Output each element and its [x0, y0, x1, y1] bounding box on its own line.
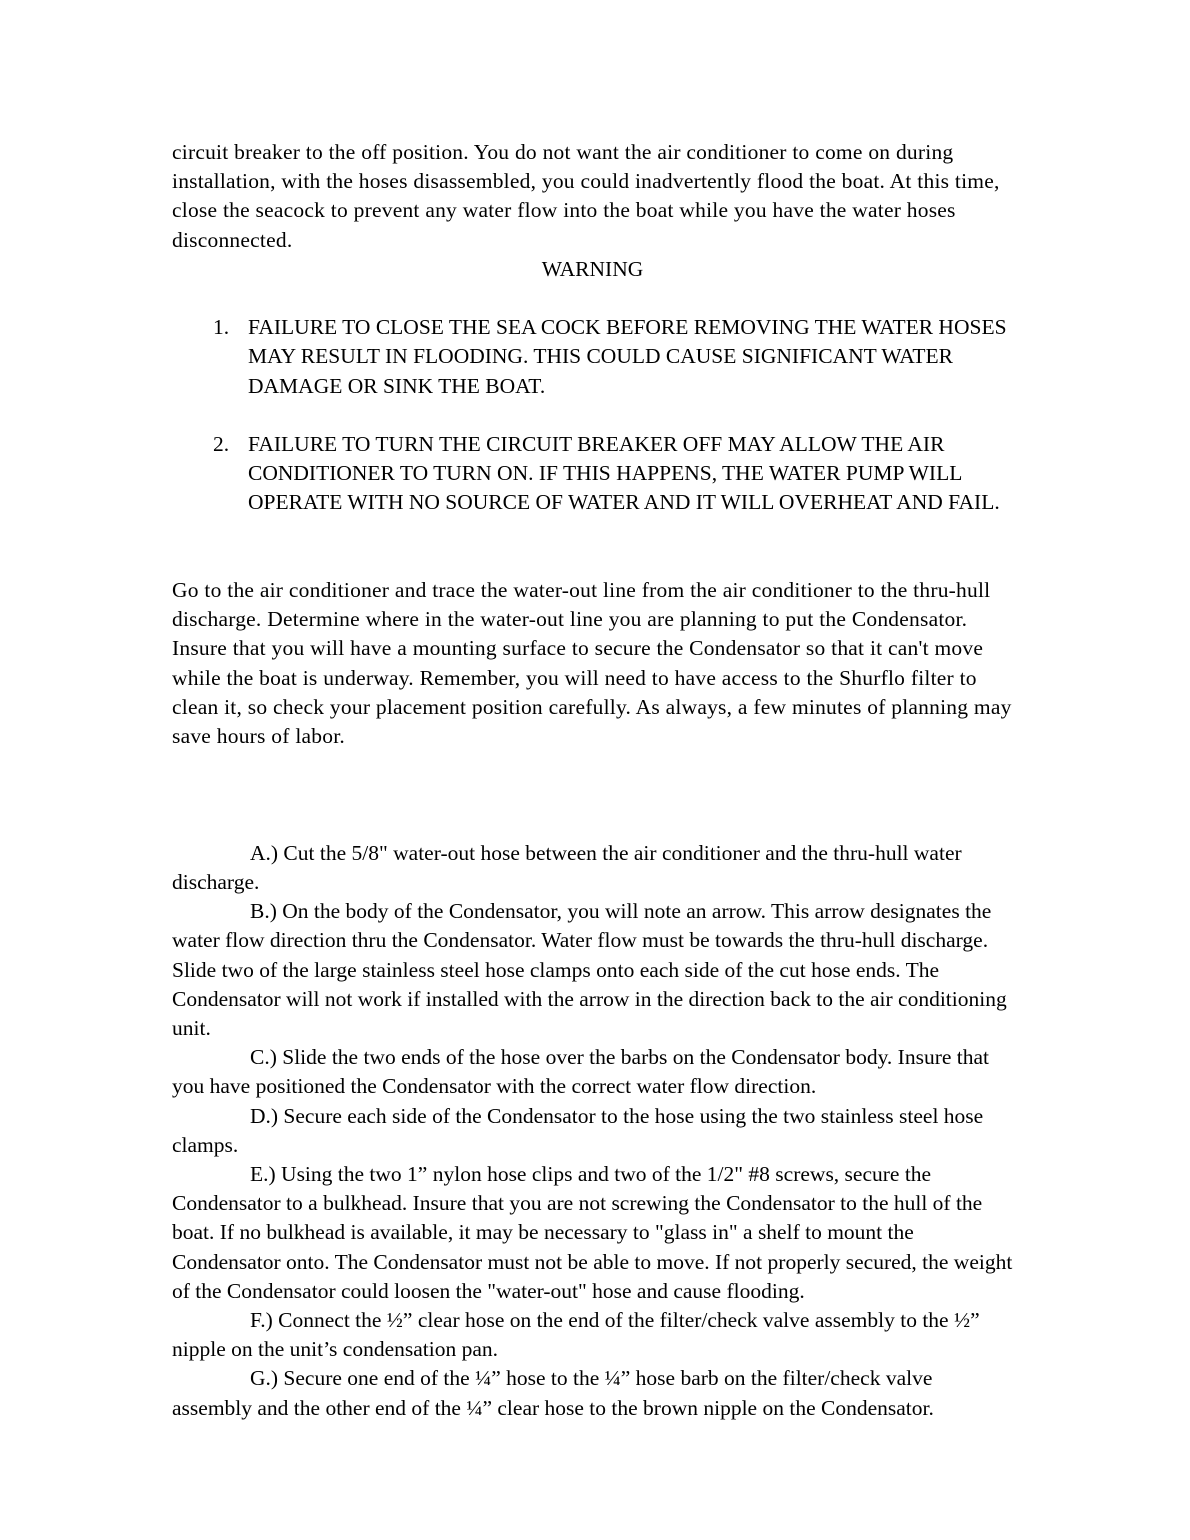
warning-item-number: 1.	[213, 315, 230, 340]
spacer-after-warning-list	[172, 518, 1017, 576]
step-paragraph-a: A.) Cut the 5/8" water-out hose between the air conditioner and the thru-hull water discharge.	[172, 840, 962, 895]
step-paragraph-b: B.) On the body of the Condensator, you will note an arrow. This arrow designates the water flow direction thru the Condensator. Water flow must be towards the thru-hull discharge. Slide two of the large stainless steel hose clamps onto each side of the cut hose ends. The Condensator will not work if installed with the arrow in the direction back to the air conditioning unit.	[172, 899, 1007, 1041]
step-paragraph-d: D.) Secure each side of the Condensator to the hose using the two stainless steel hose clamps.	[172, 1103, 984, 1157]
warning-item-number: 2.	[213, 432, 230, 456]
warning-item-text: FAILURE TO CLOSE THE SEA COCK BEFORE REMOVING THE WATER HOSES MAY RESULT IN FLOODING. THIS COULD CAUSE SIGNIFICANT WATER DAMAGE OR SINK THE BOAT.	[248, 315, 1007, 398]
spacer-after-warning-heading	[172, 284, 1017, 313]
warning-item-text: FAILURE TO TURN THE CIRCUIT BREAKER OFF MAY ALLOW THE AIR CONDITIONER TO TURN ON. IF THIS HAPPENS, THE WATER PUMP WILL OPERATE WITH NO SOURCE OF WATER AND IT WILL OVERHEAT AND FAIL.	[248, 432, 1000, 515]
step-paragraph-g: G.) Secure one end of the ¼” hose to the ¼” hose barb on the filter/check valve assembly and the other end of the ¼” clear hose to the brown nipple on the Condensator.	[172, 1366, 934, 1420]
planning-paragraph: Go to the air conditioner and trace the water-out line from the air conditioner to the thru-hull discharge. Determine where in the water-out line you are planning to put the Condensator. Insure that you will have a mounting surface to secure the Condensator so that it can't move while the boat is underway. Remember, you will need to have access to the Shurflo filter to clean it, so check your placement position carefully. As always, a few minutes of planning may save hours of labor.	[172, 578, 1012, 749]
step-paragraph-c: C.) Slide the two ends of the hose over the barbs on the Condensator body. Insure that you have positioned the Condensator with the correct water flow direction.	[172, 1045, 990, 1099]
intro-paragraph: circuit breaker to the off position. You do not want the air conditioner to come on during installation, with the hoses disassembled, you could inadvertently flood the boat. At this time, close the seacock to prevent any water flow into the boat while you have the water hoses disconnected.	[172, 140, 1000, 252]
warning-list	[172, 313, 1017, 517]
spacer-before-steps	[172, 751, 1017, 839]
warning-list-item	[172, 430, 1017, 518]
warning-list-item	[172, 313, 1017, 401]
step-paragraph-e: E.) Using the two 1” nylon hose clips and two of the 1/2" #8 screws, secure the Condensator to a bulkhead. Insure that you are not screwing the Condensator to the hull of the boat. If no bulkhead is available, it may be necessary to "glass in" a shelf to mount the Condensator onto. The Condensator must not be able to move. If not properly secured, the weight of the Condensator could loosen the "water-out" hose and cause flooding.	[172, 1162, 1013, 1303]
warning-heading: WARNING	[541, 256, 644, 281]
page-content	[172, 138, 1017, 1423]
step-paragraph-f: F.) Connect the ½” clear hose on the end of the filter/check valve assembly to the ½” nipple on the unit’s condensation pan.	[172, 1308, 980, 1362]
